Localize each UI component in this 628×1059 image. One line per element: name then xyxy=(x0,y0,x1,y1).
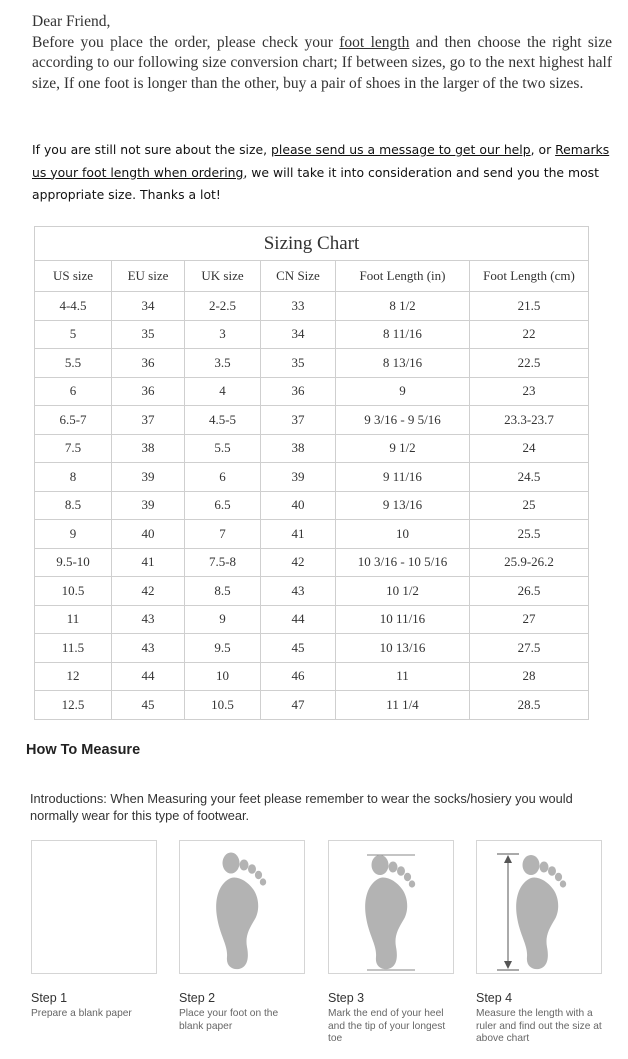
step-2-image xyxy=(179,840,305,974)
table-cell: 24 xyxy=(470,434,589,463)
intro-text-b: and then choose the right size according to our following size conversion chart; If between sizes, go to the next highest half size, If one foot is longer than the other, buy a pair of shoes in the larger of the two sizes. xyxy=(32,33,612,92)
table-cell: 11 1/4 xyxy=(336,691,470,720)
table-cell: 47 xyxy=(261,691,336,720)
table-row xyxy=(35,349,589,378)
table-cell: 11.5 xyxy=(35,634,112,663)
table-cell: 12.5 xyxy=(35,691,112,720)
step-1-desc: Prepare a blank paper xyxy=(31,1008,132,1019)
table-cell: 45 xyxy=(112,691,185,720)
table-cell: 37 xyxy=(261,406,336,435)
table-cell: 6.5 xyxy=(185,491,261,520)
table-cell: 7 xyxy=(185,520,261,549)
table-cell: 10 1/2 xyxy=(336,577,470,606)
sizing-chart-header-row xyxy=(35,261,589,292)
table-cell: 44 xyxy=(112,662,185,691)
table-cell: 5.5 xyxy=(35,349,112,378)
table-cell: 6 xyxy=(185,463,261,492)
table-cell: 36 xyxy=(112,377,185,406)
table-cell: 10 13/16 xyxy=(336,634,470,663)
table-cell: 12 xyxy=(35,662,112,691)
table-cell: 5.5 xyxy=(185,434,261,463)
table-cell: 43 xyxy=(112,605,185,634)
table-row xyxy=(35,548,589,577)
table-cell: 39 xyxy=(112,491,185,520)
table-cell: 35 xyxy=(112,320,185,349)
note-text-3: , we will take it into consideration and send you the most appropriate size. Thanks a lot! xyxy=(32,164,599,202)
table-cell: 28 xyxy=(470,662,589,691)
table-cell: 9 xyxy=(336,377,470,406)
step-3-image xyxy=(328,840,454,974)
table-cell: 5 xyxy=(35,320,112,349)
table-row xyxy=(35,377,589,406)
footprint-ruler-icon xyxy=(477,841,603,975)
note-text-2: , or xyxy=(530,142,556,157)
table-cell: 33 xyxy=(261,292,336,321)
footprint-icon xyxy=(180,841,306,975)
table-cell: 8.5 xyxy=(35,491,112,520)
table-cell: 9 xyxy=(185,605,261,634)
step-3-title: Step 3 xyxy=(328,991,365,1005)
table-row xyxy=(35,520,589,549)
step-3-desc: Mark the end of your heel and the tip of your longest toe xyxy=(328,1008,446,1044)
table-row xyxy=(35,662,589,691)
table-cell: 34 xyxy=(112,292,185,321)
table-cell: 3 xyxy=(185,320,261,349)
table-cell: 24.5 xyxy=(470,463,589,492)
table-cell: 9 1/2 xyxy=(336,434,470,463)
table-cell: 4-4.5 xyxy=(35,292,112,321)
header-cn-size: CN Size xyxy=(261,261,336,292)
foot-length-link[interactable]: foot length xyxy=(339,33,410,51)
table-cell: 28.5 xyxy=(470,691,589,720)
step-2-desc: Place your foot on the blank paper xyxy=(179,1008,279,1032)
size-help-note xyxy=(32,139,612,207)
step-4-image xyxy=(476,840,602,974)
table-cell: 40 xyxy=(261,491,336,520)
table-row xyxy=(35,577,589,606)
table-cell: 6.5-7 xyxy=(35,406,112,435)
how-to-measure-title: How To Measure xyxy=(26,742,141,758)
table-cell: 44 xyxy=(261,605,336,634)
sizing-chart-body xyxy=(35,292,589,720)
table-cell: 8 1/2 xyxy=(336,292,470,321)
table-cell: 27.5 xyxy=(470,634,589,663)
table-cell: 10.5 xyxy=(35,577,112,606)
measure-introductions: Introductions: When Measuring your feet please remember to wear the socks/hosiery you would normally wear for this type of footwear. xyxy=(30,791,573,823)
table-cell: 39 xyxy=(261,463,336,492)
table-row xyxy=(35,320,589,349)
table-cell: 39 xyxy=(112,463,185,492)
table-cell: 43 xyxy=(112,634,185,663)
header-foot-length-in: Foot Length (in) xyxy=(336,261,470,292)
table-cell: 25.5 xyxy=(470,520,589,549)
table-cell: 10.5 xyxy=(185,691,261,720)
step-4-desc: Measure the length with a ruler and find out the size at above chart xyxy=(476,1008,602,1044)
table-cell: 35 xyxy=(261,349,336,378)
table-cell: 37 xyxy=(112,406,185,435)
send-message-link[interactable]: please send us a message to get our help xyxy=(271,142,531,157)
intro-text xyxy=(32,12,612,94)
table-cell: 46 xyxy=(261,662,336,691)
step-1-image xyxy=(31,840,157,974)
sizing-chart xyxy=(34,226,588,720)
footprint-marked-icon xyxy=(329,841,455,975)
table-cell: 34 xyxy=(261,320,336,349)
step-4-title: Step 4 xyxy=(476,991,513,1005)
table-cell: 22 xyxy=(470,320,589,349)
table-cell: 9 xyxy=(35,520,112,549)
table-cell: 38 xyxy=(261,434,336,463)
table-cell: 4.5-5 xyxy=(185,406,261,435)
table-cell: 9 3/16 - 9 5/16 xyxy=(336,406,470,435)
table-cell: 42 xyxy=(112,577,185,606)
table-row xyxy=(35,605,589,634)
greeting: Dear Friend, xyxy=(32,13,111,30)
table-cell: 41 xyxy=(261,520,336,549)
table-cell: 11 xyxy=(336,662,470,691)
header-foot-length-cm: Foot Length (cm) xyxy=(470,261,589,292)
table-cell: 7.5-8 xyxy=(185,548,261,577)
table-cell: 8 13/16 xyxy=(336,349,470,378)
table-cell: 8 xyxy=(35,463,112,492)
table-cell: 25.9-26.2 xyxy=(470,548,589,577)
header-eu-size: EU size xyxy=(112,261,185,292)
table-cell: 11 xyxy=(35,605,112,634)
table-cell: 10 xyxy=(185,662,261,691)
table-cell: 8.5 xyxy=(185,577,261,606)
table-cell: 4 xyxy=(185,377,261,406)
header-us-size: US size xyxy=(35,261,112,292)
table-cell: 21.5 xyxy=(470,292,589,321)
table-cell: 10 11/16 xyxy=(336,605,470,634)
header-uk-size: UK size xyxy=(185,261,261,292)
table-cell: 41 xyxy=(112,548,185,577)
table-cell: 36 xyxy=(112,349,185,378)
table-cell: 22.5 xyxy=(470,349,589,378)
table-cell: 3.5 xyxy=(185,349,261,378)
table-row xyxy=(35,292,589,321)
table-row xyxy=(35,691,589,720)
table-cell: 38 xyxy=(112,434,185,463)
step-2-title: Step 2 xyxy=(179,991,216,1005)
table-row xyxy=(35,491,589,520)
table-cell: 36 xyxy=(261,377,336,406)
table-cell: 23.3-23.7 xyxy=(470,406,589,435)
table-row xyxy=(35,634,589,663)
intro-text-a: Before you place the order, please check your xyxy=(32,33,340,51)
table-cell: 43 xyxy=(261,577,336,606)
table-cell: 6 xyxy=(35,377,112,406)
table-cell: 9.5-10 xyxy=(35,548,112,577)
table-cell: 45 xyxy=(261,634,336,663)
remarks-foot-length-link[interactable]: Remarks us your foot length when ordering xyxy=(32,142,610,180)
table-cell: 10 xyxy=(336,520,470,549)
table-cell: 27 xyxy=(470,605,589,634)
table-cell: 40 xyxy=(112,520,185,549)
table-cell: 7.5 xyxy=(35,434,112,463)
table-cell: 9.5 xyxy=(185,634,261,663)
table-cell: 9 13/16 xyxy=(336,491,470,520)
table-cell: 25 xyxy=(470,491,589,520)
table-cell: 23 xyxy=(470,377,589,406)
table-row xyxy=(35,434,589,463)
table-cell: 8 11/16 xyxy=(336,320,470,349)
table-row xyxy=(35,463,589,492)
table-cell: 2-2.5 xyxy=(185,292,261,321)
table-cell: 9 11/16 xyxy=(336,463,470,492)
step-1-title: Step 1 xyxy=(31,991,68,1005)
sizing-chart-title: Sizing Chart xyxy=(35,227,589,261)
table-row xyxy=(35,406,589,435)
intro-paragraph xyxy=(32,33,612,95)
table-cell: 42 xyxy=(261,548,336,577)
note-text-1: If you are still not sure about the size, xyxy=(32,142,272,157)
table-cell: 26.5 xyxy=(470,577,589,606)
table-cell: 10 3/16 - 10 5/16 xyxy=(336,548,470,577)
